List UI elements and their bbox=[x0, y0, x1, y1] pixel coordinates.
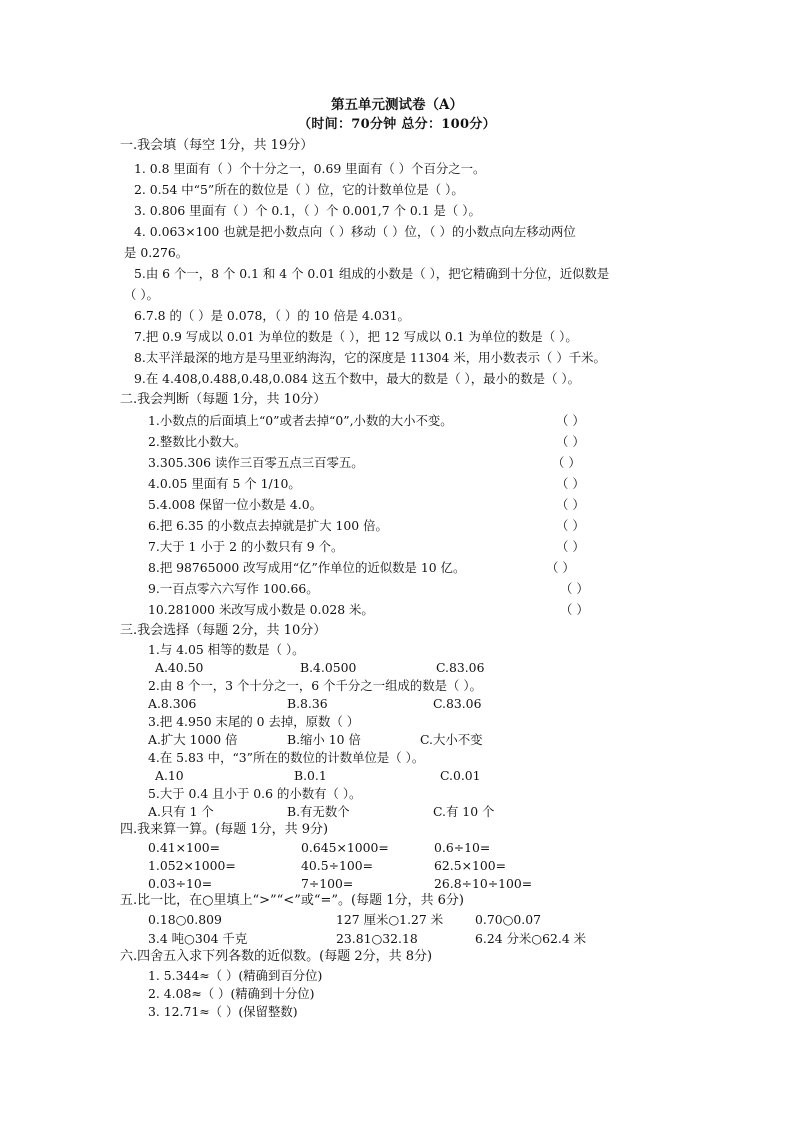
choice-1-option-a: A.40.50 bbox=[155, 660, 204, 675]
choice-2-option-a: A.8.306 bbox=[148, 696, 197, 711]
judge-item: 5.4.008 保留一位小数是 4.0。 bbox=[148, 497, 323, 512]
calc-item: 0.03÷10= bbox=[148, 876, 213, 891]
judge-item: 4.0.05 里面有 5 个 1/10。 bbox=[148, 476, 301, 491]
compare-item: 127 厘米○1.27 米 bbox=[336, 912, 444, 927]
calc-item: 0.41×100= bbox=[148, 840, 221, 855]
section-4-heading: 四.我来算一算。(每题 1分，共 9分) bbox=[120, 822, 329, 837]
calc-item: 0.645×1000= bbox=[301, 840, 389, 855]
judge-answer-paren: （ ） bbox=[556, 413, 585, 428]
choice-question-3: 3.把 4.950 末尾的 0 去掉，原数（ ） bbox=[148, 714, 360, 729]
calc-item: 0.6÷10= bbox=[434, 840, 491, 855]
choice-4-option-b: B.0.1 bbox=[294, 768, 327, 783]
section-5-heading: 五.比一比，在○里填上“>”“<”或“=”。(每题 1分，共 6分) bbox=[120, 893, 464, 908]
fill-question-1: 1. 0.8 里面有（ ）个十分之一，0.69 里面有（ ）个百分之一。 bbox=[134, 161, 486, 176]
choice-question-5: 5.大于 0.4 且小于 0.6 的小数有（ ）。 bbox=[148, 786, 362, 801]
choice-2-option-b: B.8.36 bbox=[287, 696, 328, 711]
calc-item: 1.052×1000= bbox=[148, 858, 236, 873]
choice-question-2: 2.由 8 个一，3 个十分之一，6 个千分之一组成的数是（ ）。 bbox=[148, 678, 482, 693]
compare-item: 3.4 吨○304 千克 bbox=[148, 931, 248, 946]
judge-item: 8.把 98765000 改写成用“亿”作单位的近似数是 10 亿。 bbox=[148, 560, 466, 575]
fill-question-5-line-2: （ ）。 bbox=[124, 287, 159, 302]
exam-title: 第五单元测试卷（A） bbox=[331, 97, 463, 113]
approx-item: 3. 12.71≈（ ）(保留整数) bbox=[148, 1004, 298, 1019]
calc-item: 40.5÷100= bbox=[301, 858, 374, 873]
judge-item: 3.305.306 读作三百零五点三百零五。 bbox=[148, 455, 364, 470]
judge-answer-paren: （ ） bbox=[556, 539, 585, 554]
section-3-heading: 三.我会选择（每题 2分，共 10分） bbox=[120, 623, 327, 638]
choice-3-option-c: C.大小不变 bbox=[420, 732, 483, 747]
compare-item: 6.24 分米○62.4 米 bbox=[475, 931, 587, 946]
section-1-heading: 一.我会填（每空 1分，共 19分） bbox=[120, 138, 314, 153]
exam-time-and-score: （时间：70分钟 总分：100分） bbox=[298, 117, 496, 132]
fill-question-7: 7.把 0.9 写成以 0.01 为单位的数是（ ），把 12 写成以 0.1 为单位的数是（ ）。 bbox=[134, 329, 578, 344]
section-2-heading: 二.我会判断（每题 1分，共 10分） bbox=[120, 392, 327, 407]
fill-question-8: 8.太平洋最深的地方是马里亚纳海沟，它的深度是 11304 米，用小数表示（ ）千米。 bbox=[134, 350, 606, 365]
section-6-heading: 六.四舍五入求下列各数的近似数。(每题 2分，共 8分) bbox=[120, 949, 433, 964]
choice-1-option-b: B.4.0500 bbox=[300, 660, 357, 675]
fill-question-5-line-1: 5.由 6 个一，8 个 0.1 和 4 个 0.01 组成的小数是（ ），把它精确到十分位，近似数是 bbox=[134, 266, 610, 281]
fill-question-4-line-2: 是 0.276。 bbox=[124, 245, 189, 260]
calc-item: 26.8÷10÷100= bbox=[434, 876, 533, 891]
choice-question-1: 1.与 4.05 相等的数是（ ）。 bbox=[148, 642, 305, 657]
choice-3-option-a: A.扩大 1000 倍 bbox=[148, 732, 238, 747]
judge-item: 9.一百点零六六写作 100.66。 bbox=[148, 581, 319, 596]
fill-question-3: 3. 0.806 里面有（ ）个 0.1，（ ）个 0.001,7 个 0.1 是（ ）。 bbox=[134, 203, 481, 218]
fill-question-6: 6.7.8 的（ ）是 0.078，（ ）的 10 倍是 4.031。 bbox=[134, 308, 410, 323]
fill-question-9: 9.在 4.408,0.488,0.48,0.084 这五个数中，最大的数是（ ），最小的数是（ ）。 bbox=[134, 371, 580, 386]
judge-answer-paren: （ ） bbox=[556, 434, 585, 449]
approx-item: 2. 4.08≈（ ）(精确到十分位) bbox=[148, 986, 315, 1001]
choice-3-option-b: B.缩小 10 倍 bbox=[287, 732, 361, 747]
judge-item: 10.281000 米改写成小数是 0.028 米。 bbox=[148, 602, 374, 617]
judge-answer-paren: （ ） bbox=[560, 581, 589, 596]
choice-1-option-c: C.83.06 bbox=[436, 660, 485, 675]
judge-item: 7.大于 1 小于 2 的小数只有 9 个。 bbox=[148, 539, 344, 554]
judge-answer-paren: （ ） bbox=[546, 560, 575, 575]
judge-answer-paren: （ ） bbox=[556, 518, 585, 533]
judge-answer-paren: （ ） bbox=[556, 476, 585, 491]
choice-4-option-a: A.10 bbox=[155, 768, 184, 783]
choice-5-option-a: A.只有 1 个 bbox=[148, 804, 214, 819]
judge-answer-paren: （ ） bbox=[556, 497, 585, 512]
judge-item: 6.把 6.35 的小数点去掉就是扩大 100 倍。 bbox=[148, 518, 388, 533]
judge-item: 2.整数比小数大。 bbox=[148, 434, 247, 449]
compare-item: 0.18○0.809 bbox=[148, 912, 222, 927]
judge-item: 1.小数点的后面填上“0”或者去掉“0”,小数的大小不变。 bbox=[148, 413, 453, 428]
calc-item: 62.5×100= bbox=[434, 858, 507, 873]
fill-question-4-line-1: 4. 0.063×100 也就是把小数点向（ ）移动（ ）位，（ ）的小数点向左移动两位 bbox=[134, 224, 576, 239]
choice-2-option-c: C.83.06 bbox=[433, 696, 482, 711]
choice-5-option-c: C.有 10 个 bbox=[433, 804, 495, 819]
choice-question-4: 4.在 5.83 中，“3”所在的数位的计数单位是（ ）。 bbox=[148, 750, 425, 765]
choice-5-option-b: B.有无数个 bbox=[287, 804, 350, 819]
judge-answer-paren: （ ） bbox=[552, 455, 581, 470]
calc-item: 7÷100= bbox=[301, 876, 354, 891]
judge-answer-paren: （ ） bbox=[560, 602, 589, 617]
compare-item: 23.81○32.18 bbox=[336, 931, 418, 946]
approx-item: 1. 5.344≈（ ）(精确到百分位) bbox=[148, 968, 323, 983]
choice-4-option-c: C.0.01 bbox=[440, 768, 481, 783]
compare-item: 0.70○0.07 bbox=[475, 912, 541, 927]
fill-question-2: 2. 0.54 中“5”所在的数位是（ ）位，它的计数单位是（ ）。 bbox=[134, 182, 464, 197]
